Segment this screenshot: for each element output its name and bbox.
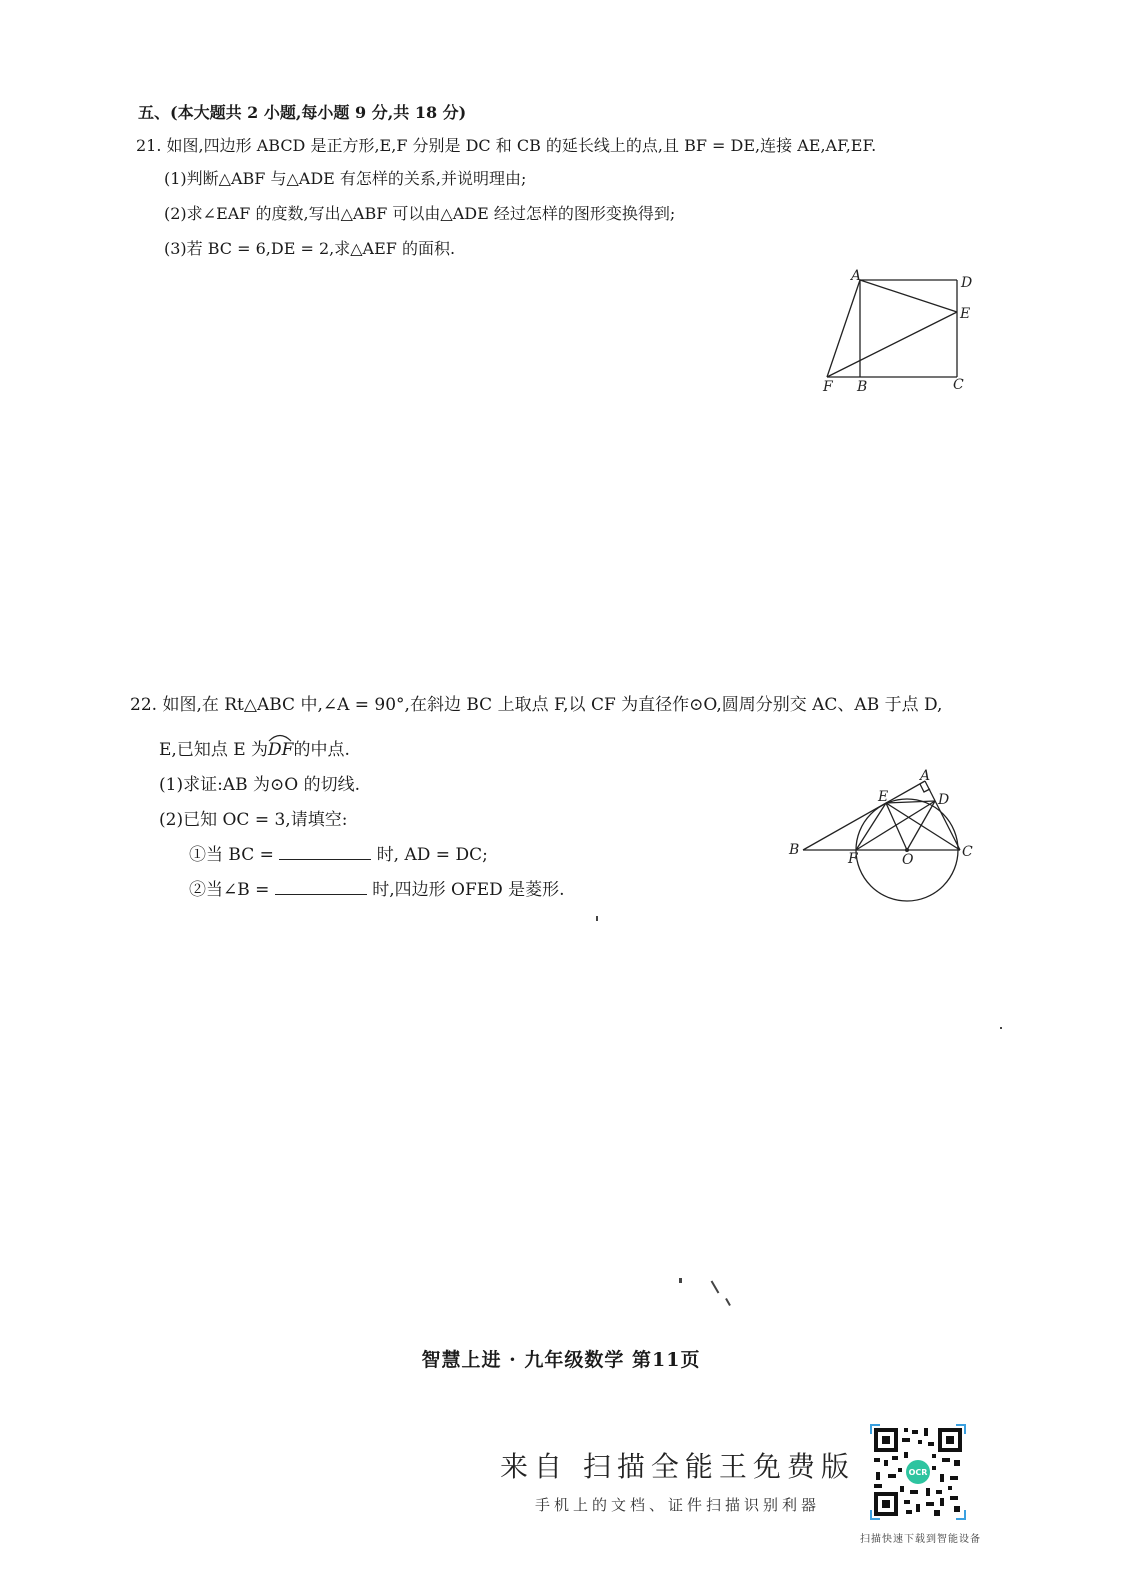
q22-fill2 xyxy=(189,875,565,900)
label-C: C xyxy=(953,377,964,393)
q22-stem-line1: 22. 如图,在 Rt△ABC 中,∠A = 90°,在斜边 BC 上取点 F,以 CF 为直径作⊙O,圆周分别交 AC、AB 于点 D, xyxy=(130,695,943,715)
scan-speck xyxy=(711,1280,720,1293)
label-O: O xyxy=(902,852,914,868)
arc-DF xyxy=(268,740,293,760)
scan-speck xyxy=(679,1278,682,1283)
q22-fill1 xyxy=(189,840,488,865)
label-A: A xyxy=(851,268,862,284)
label-D: D xyxy=(938,792,950,808)
q21-part1: (1)判断△ABF 与△ADE 有怎样的关系,并说明理由; xyxy=(164,169,527,188)
label-F: F xyxy=(848,851,858,867)
q22-fill1-prefix: ①当 BC = xyxy=(189,845,274,865)
page-footer: 智慧上进 · 九年级数学 第11页 xyxy=(421,1349,701,1371)
q22-fill1-suffix: 时, AD = DC; xyxy=(376,845,488,865)
scanner-small-caption: 扫描快速下载到智能设备 xyxy=(860,1534,981,1545)
q21-part3: (3)若 BC = 6,DE = 2,求△AEF 的面积. xyxy=(164,239,456,258)
answer-blank-1[interactable] xyxy=(279,845,371,860)
segment-EF xyxy=(827,312,957,377)
answer-blank-2[interactable] xyxy=(275,880,367,895)
q21-stem: 21. 如图,四边形 ABCD 是正方形,E,F 分别是 DC 和 CB 的延长线上的点,且 BF = DE,连接 AE,AF,EF. xyxy=(136,136,877,155)
q22-stem-line2-prefix: E,已知点 E 为 xyxy=(159,740,269,760)
label-C: C xyxy=(962,844,973,860)
segment-FE xyxy=(856,803,886,850)
scanner-brand: 来自 扫描全能王免费版 xyxy=(500,1450,855,1483)
q22-stem-line2 xyxy=(159,735,350,760)
segment-AE xyxy=(860,280,957,312)
q22-part2: (2)已知 OC = 3,请填空: xyxy=(159,810,348,830)
qr-badge-text: OCR xyxy=(908,1468,928,1477)
q22-fill2-suffix: 时,四边形 OFED 是菱形. xyxy=(372,880,565,900)
qr-code[interactable] xyxy=(870,1424,966,1520)
label-B: B xyxy=(789,842,800,858)
label-F: F xyxy=(823,379,833,395)
arc-DF-text: DF xyxy=(268,740,294,760)
label-A: A xyxy=(920,768,931,784)
q22-figure xyxy=(785,765,980,905)
label-D: D xyxy=(961,275,973,291)
label-E: E xyxy=(878,789,889,805)
label-B: B xyxy=(857,379,868,395)
section-heading: 五、(本大题共 2 小题,每小题 9 分,共 18 分) xyxy=(138,103,467,122)
q21-figure xyxy=(815,265,985,400)
scan-speck xyxy=(1000,1027,1002,1029)
scan-speck xyxy=(596,916,598,921)
scan-speck xyxy=(725,1298,731,1306)
q22-stem-line2-suffix: 的中点. xyxy=(293,740,350,760)
q22-part1: (1)求证:AB 为⊙O 的切线. xyxy=(159,775,360,795)
q21-part2: (2)求∠EAF 的度数,写出△ABF 可以由△ADE 经过怎样的图形变换得到; xyxy=(164,204,676,223)
q22-fill2-prefix: ②当∠B = xyxy=(189,880,270,900)
scanner-slogan: 手机上的文档、证件扫描识别利器 xyxy=(535,1496,821,1514)
label-E: E xyxy=(960,306,971,322)
